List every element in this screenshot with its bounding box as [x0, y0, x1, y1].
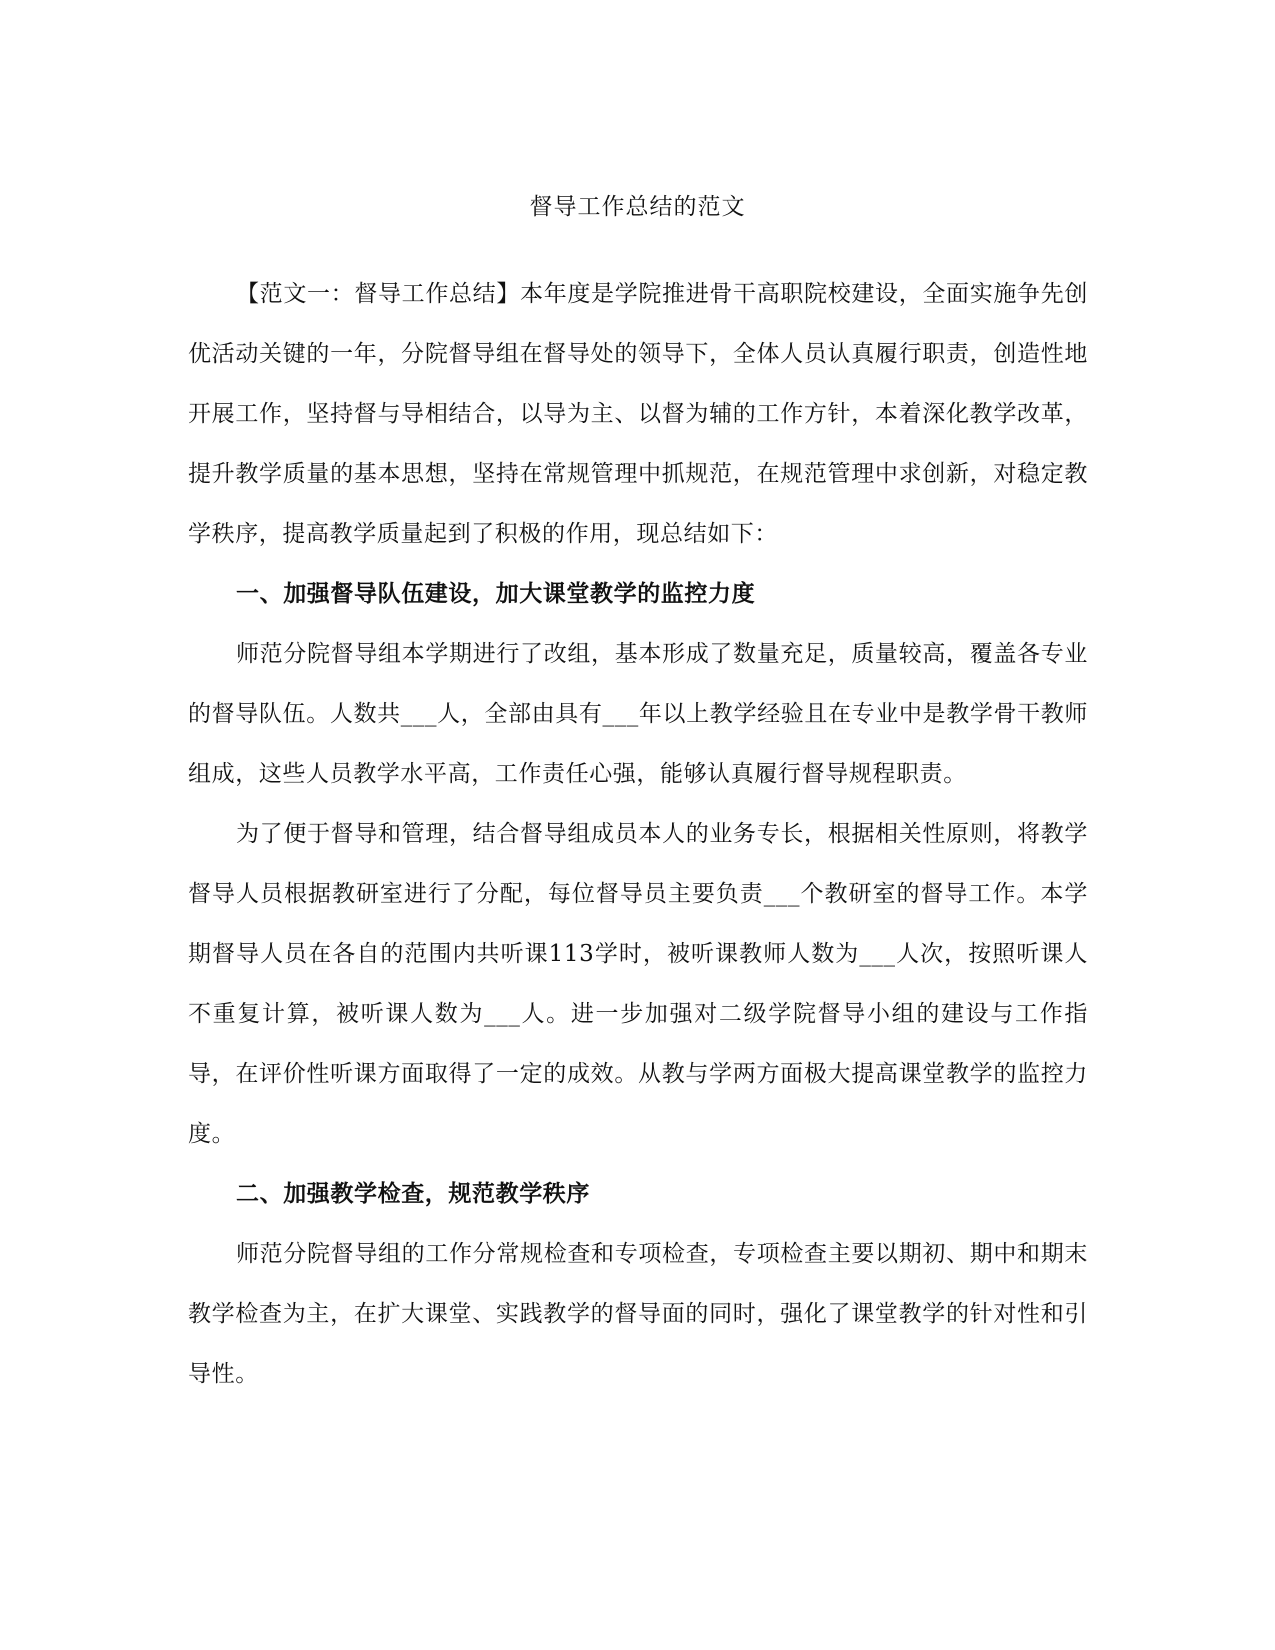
document-body — [188, 264, 1088, 1404]
paragraph-intro: 【范文一：督导工作总结】本年度是学院推进骨干高职院校建设，全面实施争先创优活动关键的一年，分院督导组在督导处的领导下，全体人员认真履行职责，创造性地开展工作，坚持督与导相结合，以导为主、以督为辅的工作方针，本着深化教学改革，提升教学质量的基本思想，坚持在常规管理中抓规范，在规范管理中求创新，对稳定教学秩序，提高教学质量起到了积极的作用，现总结如下： — [188, 281, 1088, 547]
section-heading-2: 二、加强教学检查，规范教学秩序 — [236, 1180, 590, 1207]
paragraph-team: 师范分院督导组本学期进行了改组，基本形成了数量充足，质量较高，覆盖各专业的督导队伍。人数共___人，全部由具有___年以上教学经验且在专业中是教学骨干教师组成，这些人员教学水平高，工作责任心强，能够认真履行督导规程职责。 — [188, 641, 1088, 787]
document-title: 督导工作总结的范文 — [529, 194, 746, 220]
section-heading-1: 一、加强督导队伍建设，加大课堂教学的监控力度 — [236, 580, 756, 607]
paragraph-inspection: 师范分院督导组的工作分常规检查和专项检查，专项检查主要以期初、期中和期末教学检查为主，在扩大课堂、实践教学的督导面的同时，强化了课堂教学的针对性和引导性。 — [188, 1241, 1088, 1387]
paragraph-assignment: 为了便于督导和管理，结合督导组成员本人的业务专长，根据相关性原则，将教学督导人员根据教研室进行了分配，每位督导员主要负责___个教研室的督导工作。本学期督导人员在各自的范围内共听课113学时，被听课教师人数为___人次，按照听课人不重复计算，被听课人数为___人。进一步加强对二级学院督导小组的建设与工作指导，在评价性听课方面取得了一定的成效。从教与学两方面极大提高课堂教学的监控力度。 — [188, 821, 1088, 1147]
